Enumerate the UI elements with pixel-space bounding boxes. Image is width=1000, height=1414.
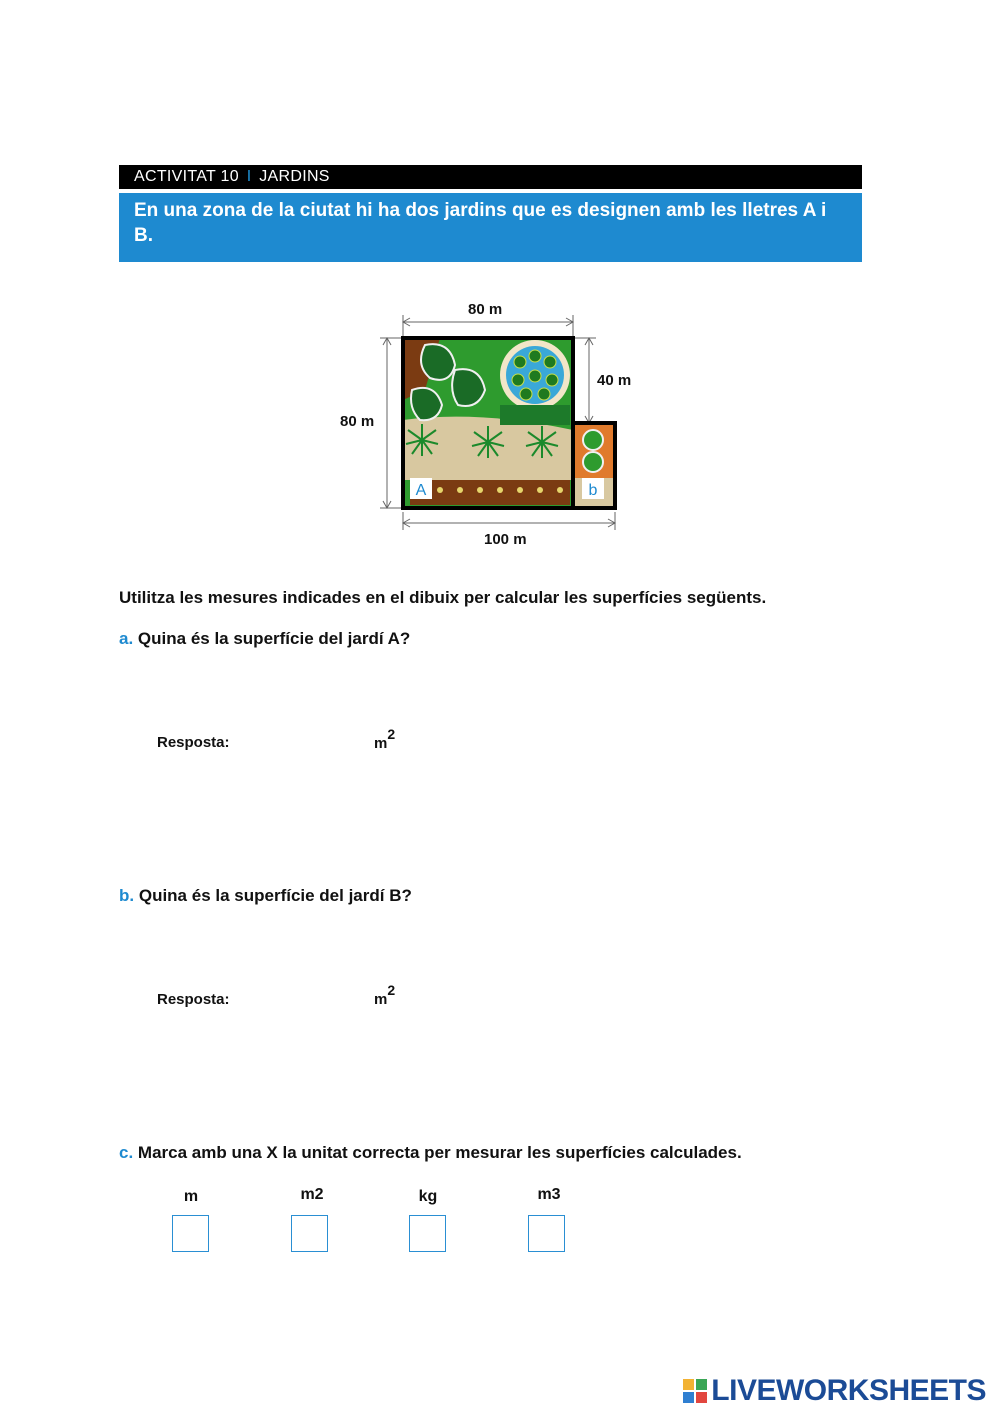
liveworksheets-brand: [683, 1374, 986, 1408]
dimension-bottom: 100 m: [484, 531, 527, 548]
answer-a-unit: [374, 726, 396, 752]
activity-name: JARDINS: [259, 168, 330, 185]
answer-b-input[interactable]: [250, 983, 368, 1009]
checkbox-m[interactable]: [172, 1215, 209, 1252]
question-a: [119, 629, 410, 649]
answer-b-label: Resposta:: [157, 991, 230, 1008]
question-b-text: Quina és la superfície del jardí B?: [138, 886, 412, 905]
label-garden-b: b: [588, 482, 598, 499]
activity-title-bar: [119, 165, 862, 189]
checkbox-m2[interactable]: [291, 1215, 328, 1252]
dimension-right: 40 m: [597, 372, 632, 389]
answer-b-unit-base: m: [374, 991, 388, 1008]
label-garden-a: A: [415, 482, 427, 499]
question-c-text: Marca amb una X la unitat correcta per mesurar les superfícies calculades.: [137, 1143, 742, 1162]
garden-a: [403, 338, 573, 508]
question-c: [119, 1143, 742, 1163]
brand-text: LIVEWORKSHEETS: [711, 1374, 986, 1407]
dimension-left: 80 m: [340, 413, 375, 430]
option-label-kg: kg: [418, 1188, 438, 1205]
question-b-letter: b.: [119, 886, 135, 905]
option-label-m3: m3: [537, 1186, 561, 1203]
option-label-m: m: [183, 1188, 199, 1205]
activity-label: ACTIVITAT 10: [134, 168, 239, 185]
option-label-m2: m2: [300, 1186, 324, 1203]
instruction-text: Utilitza les mesures indicades en el dibuix per calcular les superfícies següents.: [119, 588, 767, 607]
checkbox-m3[interactable]: [528, 1215, 565, 1252]
question-a-letter: a.: [119, 629, 134, 648]
answer-b-unit: [374, 982, 396, 1008]
title-separator: I: [246, 168, 252, 185]
liveworksheets-logo-icon: [683, 1379, 707, 1403]
intro-text: En una zona de la ciutat hi ha dos jardins que es designen amb les lletres A i B.: [134, 200, 827, 246]
intro-box: [119, 193, 862, 262]
answer-a-unit-exponent: 2: [387, 726, 396, 742]
answer-a-unit-base: m: [374, 735, 388, 752]
gardens-diagram: [330, 290, 650, 560]
dimension-top: 80 m: [468, 301, 503, 318]
question-b: [119, 886, 412, 906]
question-c-letter: c.: [119, 1143, 134, 1162]
checkbox-kg[interactable]: [409, 1215, 446, 1252]
garden-b: [573, 423, 615, 508]
question-a-text: Quina és la superfície del jardí A?: [137, 629, 411, 648]
answer-a-label: Resposta:: [157, 734, 230, 751]
answer-b-unit-exponent: 2: [387, 982, 396, 998]
answer-a-input[interactable]: [250, 726, 368, 752]
